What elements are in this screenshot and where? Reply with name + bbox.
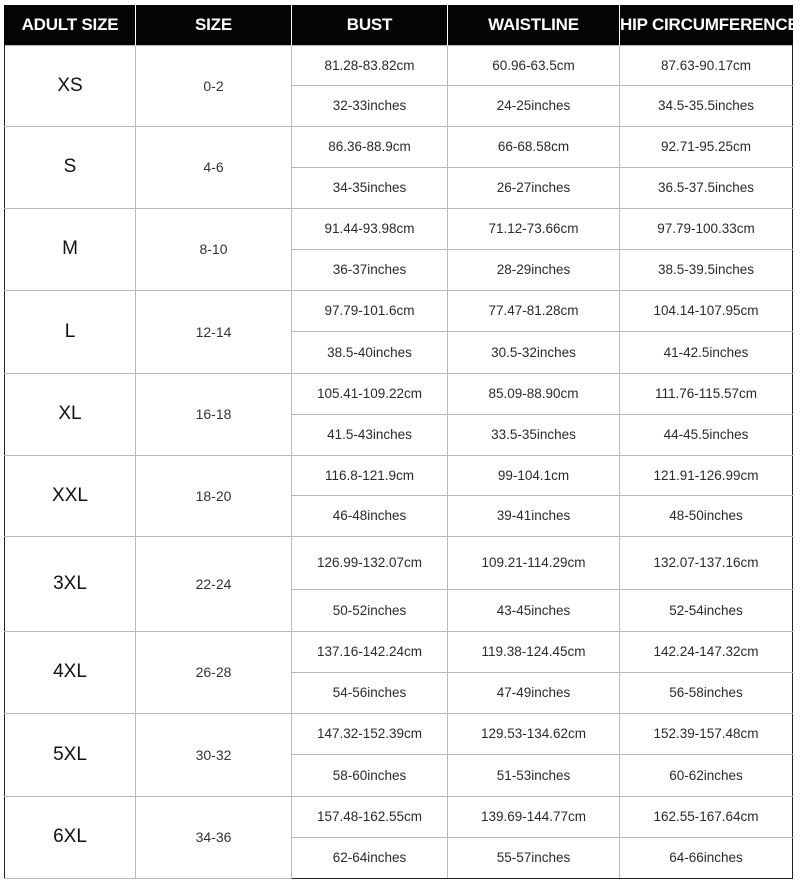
waist-cm-cell: 109.21-114.29cm (448, 536, 620, 589)
adult-size-cell: XXL (5, 455, 136, 536)
table-row-cm (5, 45, 793, 85)
hip-cm-cell: 152.39-157.48cm (620, 713, 793, 754)
waist-inches-cell: 24-25inches (448, 85, 620, 126)
table-row-cm (5, 796, 793, 837)
waist-cm-cell: 71.12-73.66cm (448, 208, 620, 249)
header-size: SIZE (136, 5, 292, 45)
bust-inches-cell: 38.5-40inches (292, 331, 448, 373)
hip-inches-cell: 64-66inches (620, 837, 793, 878)
size-cell: 12-14 (136, 290, 292, 373)
hip-cm-cell: 92.71-95.25cm (620, 126, 793, 167)
waist-cm-cell: 85.09-88.90cm (448, 373, 620, 414)
table-row-cm (5, 290, 793, 331)
bust-cm-cell: 86.36-88.9cm (292, 126, 448, 167)
header-row (5, 5, 793, 45)
adult-size-cell: S (5, 126, 136, 208)
waist-inches-cell: 26-27inches (448, 167, 620, 208)
adult-size-cell: 3XL (5, 536, 136, 631)
header-bust: BUST (292, 5, 448, 45)
bust-inches-cell: 50-52inches (292, 589, 448, 631)
hip-inches-cell: 56-58inches (620, 672, 793, 713)
hip-inches-cell: 44-45.5inches (620, 414, 793, 455)
bust-inches-cell: 58-60inches (292, 754, 448, 796)
bust-cm-cell: 147.32-152.39cm (292, 713, 448, 754)
adult-size-cell: XL (5, 373, 136, 455)
table-row-cm (5, 713, 793, 754)
hip-inches-cell: 60-62inches (620, 754, 793, 796)
hip-cm-cell: 132.07-137.16cm (620, 536, 793, 589)
hip-inches-cell: 41-42.5inches (620, 331, 793, 373)
size-cell: 18-20 (136, 455, 292, 536)
header-adult-size: ADULT SIZE (5, 5, 136, 45)
bust-inches-cell: 41.5-43inches (292, 414, 448, 455)
table-row-cm (5, 373, 793, 414)
waist-cm-cell: 119.38-124.45cm (448, 631, 620, 672)
waist-cm-cell: 99-104.1cm (448, 455, 620, 495)
size-cell: 16-18 (136, 373, 292, 455)
bust-cm-cell: 126.99-132.07cm (292, 536, 448, 589)
bust-cm-cell: 137.16-142.24cm (292, 631, 448, 672)
hip-cm-cell: 111.76-115.57cm (620, 373, 793, 414)
size-cell: 0-2 (136, 45, 292, 126)
size-cell: 26-28 (136, 631, 292, 713)
bust-cm-cell: 91.44-93.98cm (292, 208, 448, 249)
adult-size-cell: 5XL (5, 713, 136, 796)
adult-size-cell: 4XL (5, 631, 136, 713)
hip-cm-cell: 142.24-147.32cm (620, 631, 793, 672)
bust-inches-cell: 32-33inches (292, 85, 448, 126)
waist-inches-cell: 47-49inches (448, 672, 620, 713)
waist-inches-cell: 55-57inches (448, 837, 620, 878)
adult-size-cell: M (5, 208, 136, 290)
hip-cm-cell: 87.63-90.17cm (620, 45, 793, 85)
size-chart (4, 5, 799, 879)
waist-inches-cell: 28-29inches (448, 249, 620, 290)
hip-cm-cell: 121.91-126.99cm (620, 455, 793, 495)
table-row-cm (5, 536, 793, 589)
bust-inches-cell: 54-56inches (292, 672, 448, 713)
hip-cm-cell: 104.14-107.95cm (620, 290, 793, 331)
hip-inches-cell: 34.5-35.5inches (620, 85, 793, 126)
bust-cm-cell: 105.41-109.22cm (292, 373, 448, 414)
waist-cm-cell: 129.53-134.62cm (448, 713, 620, 754)
waist-inches-cell: 51-53inches (448, 754, 620, 796)
bust-inches-cell: 34-35inches (292, 167, 448, 208)
waist-cm-cell: 77.47-81.28cm (448, 290, 620, 331)
waist-inches-cell: 43-45inches (448, 589, 620, 631)
waist-cm-cell: 60.96-63.5cm (448, 45, 620, 85)
waist-cm-cell: 66-68.58cm (448, 126, 620, 167)
hip-cm-cell: 97.79-100.33cm (620, 208, 793, 249)
bust-cm-cell: 157.48-162.55cm (292, 796, 448, 837)
waist-cm-cell: 139.69-144.77cm (448, 796, 620, 837)
table-row-cm (5, 126, 793, 167)
bust-inches-cell: 46-48inches (292, 495, 448, 536)
size-cell: 8-10 (136, 208, 292, 290)
size-cell: 22-24 (136, 536, 292, 631)
hip-inches-cell: 48-50inches (620, 495, 793, 536)
hip-inches-cell: 52-54inches (620, 589, 793, 631)
table-body (5, 45, 793, 878)
bust-inches-cell: 36-37inches (292, 249, 448, 290)
waist-inches-cell: 30.5-32inches (448, 331, 620, 373)
bust-inches-cell: 62-64inches (292, 837, 448, 878)
table-row-cm (5, 631, 793, 672)
bust-cm-cell: 116.8-121.9cm (292, 455, 448, 495)
size-cell: 34-36 (136, 796, 292, 878)
header-hip-circumference: HIP CIRCUMFERENCE (620, 5, 793, 45)
size-table (4, 5, 799, 879)
table-row-cm (5, 455, 793, 495)
table-row-cm (5, 208, 793, 249)
header-waistline: WAISTLINE (448, 5, 620, 45)
waist-inches-cell: 39-41inches (448, 495, 620, 536)
size-cell: 30-32 (136, 713, 292, 796)
adult-size-cell: L (5, 290, 136, 373)
adult-size-cell: 6XL (5, 796, 136, 878)
waist-inches-cell: 33.5-35inches (448, 414, 620, 455)
size-cell: 4-6 (136, 126, 292, 208)
hip-inches-cell: 38.5-39.5inches (620, 249, 793, 290)
bust-cm-cell: 81.28-83.82cm (292, 45, 448, 85)
bust-cm-cell: 97.79-101.6cm (292, 290, 448, 331)
hip-cm-cell: 162.55-167.64cm (620, 796, 793, 837)
hip-inches-cell: 36.5-37.5inches (620, 167, 793, 208)
adult-size-cell: XS (5, 45, 136, 126)
